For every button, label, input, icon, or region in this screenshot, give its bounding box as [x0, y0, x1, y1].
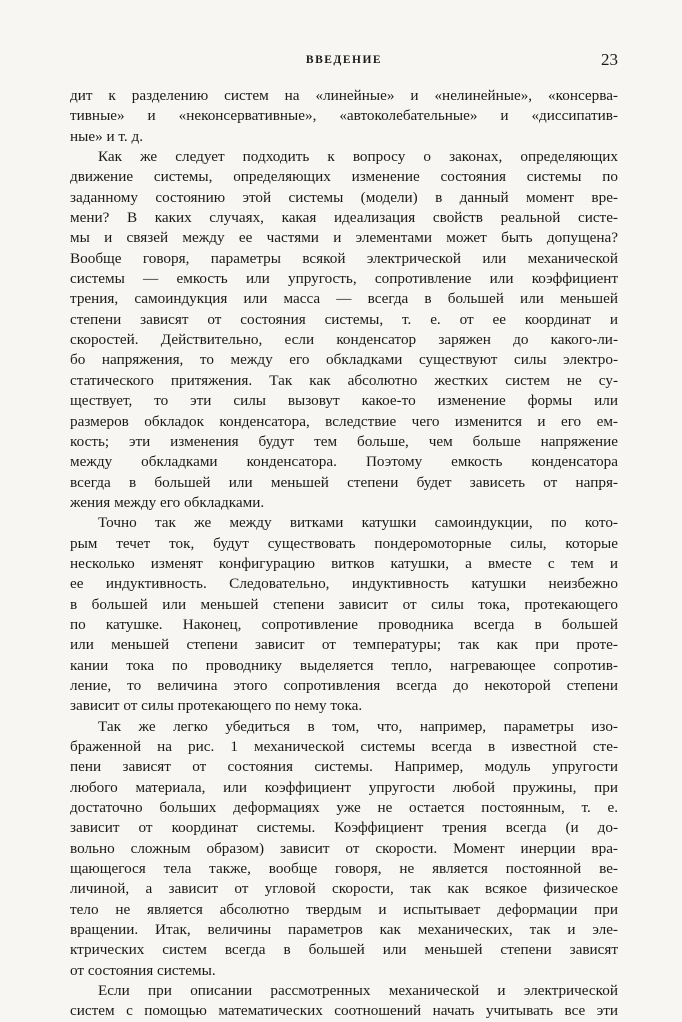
text-line: ктрических систем всегда в большей или меньшей степени зависят	[70, 941, 618, 959]
text-line: скоростей. Действительно, если конденсатор заряжен до какого-ли-	[70, 331, 618, 349]
running-title: ВВЕДЕНИЕ	[305, 54, 383, 66]
text-line: ществует, то эти силы вызовут какое-то изменение формы или	[70, 392, 618, 410]
text-line: Точно так же между витками катушки самоиндукции, по кото-	[98, 514, 618, 532]
text-line: ление, то величина этого сопротивления всегда до некоторой степени	[70, 676, 618, 694]
paragraph	[70, 717, 618, 981]
text-line: Как же следует подходить к вопросу о законах, определяющих	[98, 148, 618, 166]
text-line: движение системы, определяющих изменение состояния системы по	[70, 168, 618, 186]
text-line: кость; эти изменения будут тем больше, чем больше напряжение	[70, 432, 618, 450]
text-line: ные» и т. д.	[70, 127, 143, 145]
text-line: дит к разделению систем на «линейные» и «нелинейные», «консерва-	[70, 87, 618, 104]
text-line: Вообще говоря, параметры всякой электрической или механической	[70, 249, 618, 267]
text-line: между обкладками конденсатора. Поэтому емкость конденсатора	[70, 453, 618, 471]
text-line: всегда в большей или меньшей степени будет зависеть от напря-	[70, 473, 618, 491]
page-number: 23	[601, 50, 618, 69]
text-line: статического притяжения. Так как абсолютно жестких систем не су-	[70, 371, 618, 389]
text-line: зависит от силы протекающего по нему тока.	[70, 697, 363, 715]
text-line: мени? В каких случаях, какая идеализация свойств реальной систе-	[70, 209, 618, 227]
text-line: жения между его обкладками.	[70, 493, 265, 511]
paragraph	[70, 981, 618, 1022]
page-header	[70, 50, 618, 74]
text-line: браженной на рис. 1 механической системы всегда в известной сте-	[70, 738, 618, 755]
text-line: или меньшей степени зависит от температуры; так как при проте-	[70, 636, 618, 654]
text-line: рым течет ток, будут существовать пондеромоторные силы, которые	[70, 534, 618, 552]
text-line: кании тока по проводнику выделяется тепло, нагревающее сопротив-	[70, 656, 618, 674]
text-line: мы и связей между ее частями и элементами может быть допущена?	[70, 229, 618, 247]
text-line: щающегося тела также, вообще говоря, не является постоянной ве-	[70, 860, 618, 878]
text-line: бо напряжения, то между его обкладками существуют силы электро-	[70, 351, 618, 369]
text-line: по катушке. Наконец, сопротивление проводника всегда в большей	[70, 615, 618, 633]
text-line: зависит от координат системы. Коэффициент трения всегда (и до-	[70, 819, 618, 837]
text-line: заданному состоянию этой системы (модели) в данный момент вре-	[70, 188, 618, 206]
body-text	[70, 86, 618, 1022]
text-line: ее индуктивность. Следовательно, индуктивность катушки неизбежно	[70, 575, 618, 593]
text-line: Так же легко убедиться в том, что, например, параметры изо-	[98, 717, 618, 735]
text-line: личиной, а зависит от угловой скорости, так как всякое физическое	[70, 880, 618, 898]
paragraph	[70, 147, 618, 513]
text-line: от состояния системы.	[70, 961, 216, 979]
text-line: вольно сложным образом) зависит от скорости. Момент инерции вра-	[70, 839, 618, 857]
text-line: вращении. Итак, величины параметров как механических, так и эле-	[70, 921, 618, 939]
text-line: размеров обкладок конденсатора, вследствие чего изменится и его ем-	[70, 412, 618, 430]
text-line: пени зависят от состояния системы. Например, модуль упругости	[70, 758, 618, 776]
text-line: системы — емкость или упругость, сопротивление или коэффициент	[70, 270, 618, 288]
text-line: несколько изменят конфигурацию витков катушки, а вместе с тем и	[70, 554, 618, 572]
text-line: достаточно больших деформациях уже не остается постоянным, т. е.	[70, 799, 618, 817]
text-line: в большей или меньшей степени зависит от силы тока, протекающего	[70, 595, 618, 613]
paragraph	[70, 513, 618, 716]
text-line: любого материала, или коэффициент упругости любой пружины, при	[70, 778, 618, 796]
text-line: трения, самоиндукция или масса — всегда в большей или меньшей	[70, 290, 618, 308]
text-line: тивные» и «неконсервативные», «автоколебательные» и «диссипатив-	[70, 107, 618, 125]
text-line: Если при описании рассмотренных механической и электрической	[98, 982, 618, 1000]
text-line: тело не является абсолютно твердым и испытывает деформации при	[70, 900, 618, 918]
text-line: степени зависят от состояния системы, т. е. от ее координат и	[70, 310, 618, 328]
paragraph	[70, 86, 618, 147]
text-line: систем с помощью математических соотношений начать учитывать все эти	[70, 1002, 618, 1020]
